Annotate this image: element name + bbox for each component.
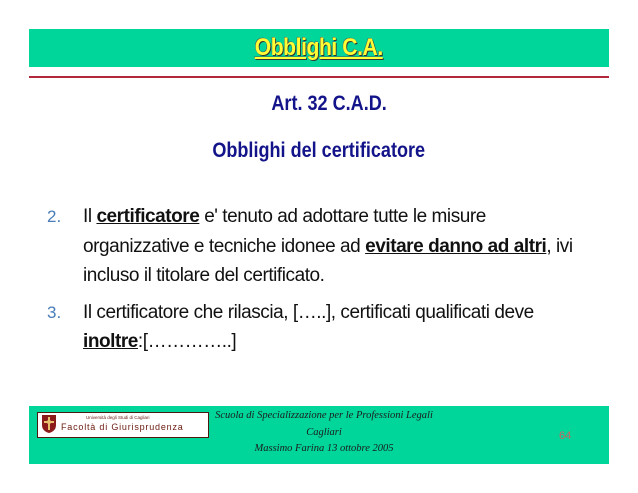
footer-city: Cagliari — [306, 426, 342, 438]
emphasis-evitare-danno: evitare danno ad altri — [365, 235, 547, 257]
list-number: 3. — [47, 302, 62, 322]
text-segment: e' tenuto ad adottare tutte le misure organizzative e tecniche idonee ad — [83, 206, 486, 257]
list-number: 2. — [47, 207, 62, 226]
university-crest-icon — [40, 414, 58, 434]
text-segment: Il certificatore che rilascia, […..], certificati qualificati deve — [83, 301, 534, 323]
text-segment: Il — [83, 206, 97, 227]
footer-credits — [204, 408, 444, 458]
heading-article — [0, 92, 638, 116]
list-item-text — [83, 202, 587, 291]
slide-title: Obblighi C.A. — [254, 34, 384, 61]
logo-university-name: Università degli Studi di Cagliari — [86, 415, 150, 420]
text-segment: :[…………..] — [137, 331, 237, 352]
emphasis-certificatore: certificatore — [96, 206, 200, 227]
list-item-text — [83, 298, 587, 357]
emphasis-inoltre: inoltre — [83, 331, 138, 352]
heading-article-text: Art. 32 C.A.D. — [271, 92, 387, 115]
footer-school: Scuola di Specializzazione per le Professioni Legali — [215, 410, 433, 421]
obligations-list — [47, 202, 587, 364]
divider-rule — [29, 76, 609, 78]
footer-author-date: Massimo Farina 13 ottobre 2005 — [254, 443, 394, 454]
university-logo — [37, 412, 209, 438]
logo-faculty-name: Facoltà di Giurisprudenza — [61, 422, 184, 432]
footer-bar — [29, 406, 609, 464]
text-segment: , ivi incluso il titolare del certificato. — [83, 235, 573, 286]
heading-subject — [0, 139, 638, 163]
title-bar — [29, 29, 609, 67]
list-item — [47, 202, 587, 291]
page-number: 64 — [559, 430, 572, 442]
list-item — [47, 298, 587, 357]
heading-subject-text: Obblighi del certificatore — [212, 139, 426, 162]
